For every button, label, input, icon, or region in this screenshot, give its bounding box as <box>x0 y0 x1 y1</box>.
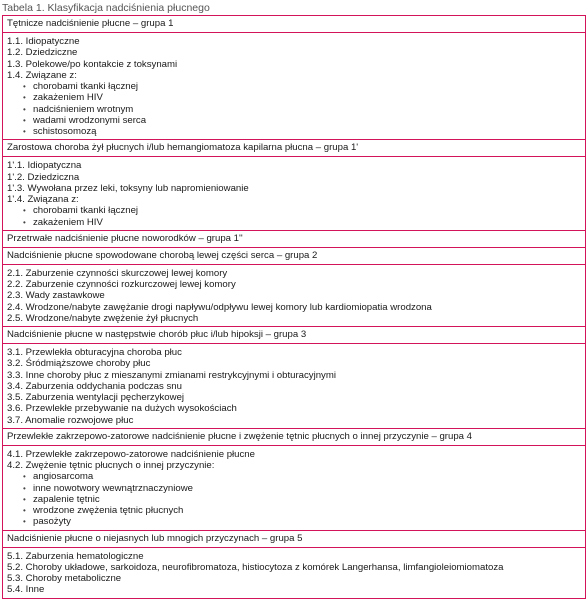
list-item: 1.2. Dziedziczne <box>7 47 78 59</box>
list-item: 5.4. Inne <box>7 584 45 596</box>
group-heading: Przewlekłe zakrzepowo-zatorowe nadciśnienie płucne i zwężenie tętnic płucnych o innej przyczynie – grupa 4 <box>2 429 586 446</box>
sub-list-item: • chorobami tkanki łącznej <box>7 81 581 92</box>
list-item: 3.6. Przewlekłe przebywanie na dużych wysokościach <box>7 403 237 415</box>
list-item: 1'.1. Idiopatyczna <box>7 160 82 172</box>
list-item: 5.3. Choroby metaboliczne <box>7 573 122 584</box>
list-item: 5.1. Zaburzenia hematologiczne <box>7 550 144 562</box>
sub-list-item: • chorobami tkanki łącznej <box>7 205 581 216</box>
list-item: 3.1. Przewlekła obturacyjna choroba płuc <box>7 347 182 358</box>
list-item: 3.5. Zaburzenia wentylacji pęcherzykowej <box>7 392 185 403</box>
classification-table <box>2 15 586 599</box>
group-heading: Tętnicze nadciśnienie płucne – grupa 1 <box>2 16 586 33</box>
group-heading: Nadciśnienie płucne spowodowane chorobą lewej części serca – grupa 2 <box>2 248 586 265</box>
group-body <box>2 446 586 531</box>
list-item: 2.2. Zaburzenie czynności rozkurczowej lewej komory <box>7 279 236 290</box>
sub-list <box>7 81 581 137</box>
list-item: 1'.4. Związana z: <box>7 194 79 205</box>
sub-list-item: • nadciśnieniem wrotnym <box>7 104 581 115</box>
sub-list-item: • zakażeniem HIV <box>7 92 581 103</box>
group-body <box>2 157 586 231</box>
group-body <box>2 548 586 599</box>
list-item: 5.2. Choroby układowe, sarkoidoza, neurofibromatoza, histiocytoza z komórek Langerhansa, limfangioleiomiomatoza <box>7 561 504 573</box>
sub-list-item: • wadami wrodzonymi serca <box>7 115 581 126</box>
list-item: 4.2. Zwężenie tętnic płucnych o innej przyczynie: <box>7 460 215 471</box>
list-item: 3.2. Śródmiąższowe choroby płuc <box>7 358 151 370</box>
list-item: 1.1. Idiopatyczne <box>7 36 80 47</box>
list-item: 2.5. Wrodzone/nabyte zwężenie żył płucnych <box>7 312 199 324</box>
list-item: 1'.3. Wywołana przez leki, toksyny lub napromieniowanie <box>7 182 249 194</box>
sub-list-item: • wrodzone zwężenia tętnic płucnych <box>7 505 581 516</box>
list-item: 3.3. Inne choroby płuc z mieszanymi zmianami restrykcyjnymi i obturacyjnymi <box>7 369 336 381</box>
sub-list-item: • pasożyty <box>7 516 581 527</box>
group-body <box>2 33 586 140</box>
list-item: 3.7. Anomalie rozwojowe płuc <box>7 414 134 426</box>
list-item: 1.4. Związane z: <box>7 69 77 81</box>
group-heading: Nadciśnienie płucne o niejasnych lub mnogich przyczynach – grupa 5 <box>2 531 586 548</box>
list-item: 4.1. Przewlekłe zakrzepowo-zatorowe nadciśnienie płucne <box>7 448 255 460</box>
group-heading: Przetrwałe nadciśnienie płucne noworodków – grupa 1'' <box>2 231 586 248</box>
sub-list <box>7 205 581 228</box>
list-item: 1'.2. Dziedziczna <box>7 171 80 183</box>
sub-list-item: • inne nowotwory wewnątrznaczyniowe <box>7 483 581 494</box>
table-caption: Tabela 1. Klasyfikacja nadciśnienia płucnego <box>2 2 210 14</box>
sub-list <box>7 471 581 527</box>
sub-list-item: • angiosarcoma <box>7 471 581 482</box>
list-item: 2.4. Wrodzone/nabyte zawężanie drogi napływu/odpływu lewej komory lub kardiomiopatia wrodzona <box>7 301 432 313</box>
group-heading: Nadciśnienie płucne w następstwie chorób płuc i/lub hipoksji – grupa 3 <box>2 327 586 344</box>
sub-list-item: • schistosomozą <box>7 126 581 137</box>
list-item: 2.1. Zaburzenie czynności skurczowej lewej komory <box>7 267 228 279</box>
group-heading: Zarostowa choroba żył płucnych i/lub hemangiomatoza kapilarna płucna – grupa 1' <box>2 140 586 157</box>
group-body <box>2 344 586 429</box>
group-body <box>2 265 586 327</box>
sub-list-item: • zapalenie tętnic <box>7 494 581 505</box>
list-item: 2.3. Wady zastawkowe <box>7 290 105 302</box>
list-item: 3.4. Zaburzenia oddychania podczas snu <box>7 380 182 392</box>
sub-list-item: • zakażeniem HIV <box>7 217 581 228</box>
list-item: 1.3. Polekowe/po kontakcie z toksynami <box>7 58 178 70</box>
